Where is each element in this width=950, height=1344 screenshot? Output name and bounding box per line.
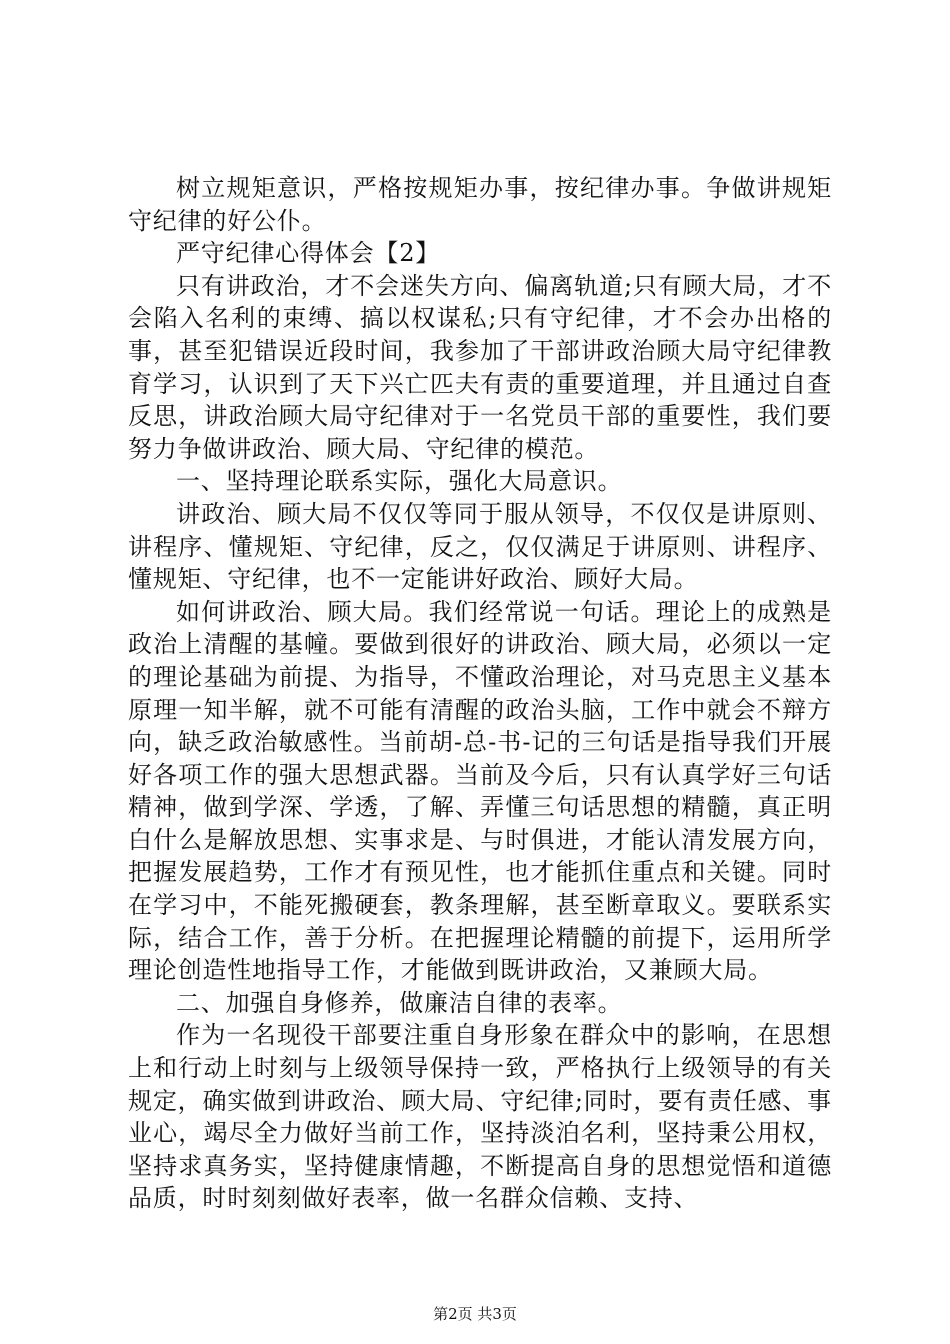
- paragraph: 作为一名现役干部要注重自身形象在群众中的影响，在思想上和行动上时刻与上级领导保持一致，严格执行上级领导的有关规定，确实做到讲政治、顾大局、守纪律;同时，要有责任感、事业心，竭尽全力做好当前工作，坚持淡泊名利，坚持秉公用权，坚持求真务实，坚持健康情趣，不断提高自身的思想觉悟和道德品质，时时刻刻做好表率，做一名群众信赖、支持、: [128, 1021, 832, 1213]
- paragraph: 如何讲政治、顾大局。我们经常说一句话。理论上的成熟是政治上清醒的基幢。要做到很好的讲政治、顾大局，必须以一定的理论基础为前提、为指导，不懂政治理论，对马克思主义基本原理一知半解，就不可能有清醒的政治头脑，工作中就会不辩方向，缺乏政治敏感性。当前胡-总-书-记的三句话是指导我们开展好各项工作的强大思想武器。当前及今后，只有认真学好三句话精神，做到学深、学透，了解、弄懂三句话思想的精髓，真正明白什么是解放思想、实事求是、与时俱进，才能认清发展方向，把握发展趋势，工作才有预见性，也才能抓住重点和关键。同时在学习中，不能死搬硬套，教条理解，甚至断章取义。要联系实际，结合工作，善于分析。在把握理论精髓的前提下，运用所学理论创造性地指导工作，才能做到既讲政治，又兼顾大局。: [128, 597, 832, 985]
- section-title: 严守纪律心得体会【2】: [176, 239, 441, 268]
- paragraph: 讲政治、顾大局不仅仅等同于服从领导，不仅仅是讲原则、讲程序、懂规矩、守纪律，反之，仅仅满足于讲原则、讲程序、懂规矩、守纪律，也不一定能讲好政治、顾好大局。: [128, 499, 832, 594]
- page-footer: 第2页 共3页: [433, 1305, 517, 1323]
- paragraph: 树立规矩意识，严格按规矩办事，按纪律办事。争做讲规矩守纪律的好公仆。: [128, 174, 832, 235]
- document-body: [128, 172, 832, 1215]
- section-heading: 一、坚持理论联系实际，强化大局意识。: [176, 467, 623, 496]
- section-heading: 二、加强自身修养，做廉洁自律的表率。: [176, 988, 623, 1017]
- paragraph: 只有讲政治，才不会迷失方向、偏离轨道;只有顾大局，才不会陷入名利的束缚、搞以权谋私;只有守纪律，才不会办出格的事，甚至犯错误近段时间，我参加了干部讲政治顾大局守纪律教育学习，认识到了天下兴亡匹夫有责的重要道理，并且通过自查反思，讲政治顾大局守纪律对于一名党员干部的重要性，我们要努力争做讲政治、顾大局、守纪律的模范。: [128, 271, 832, 463]
